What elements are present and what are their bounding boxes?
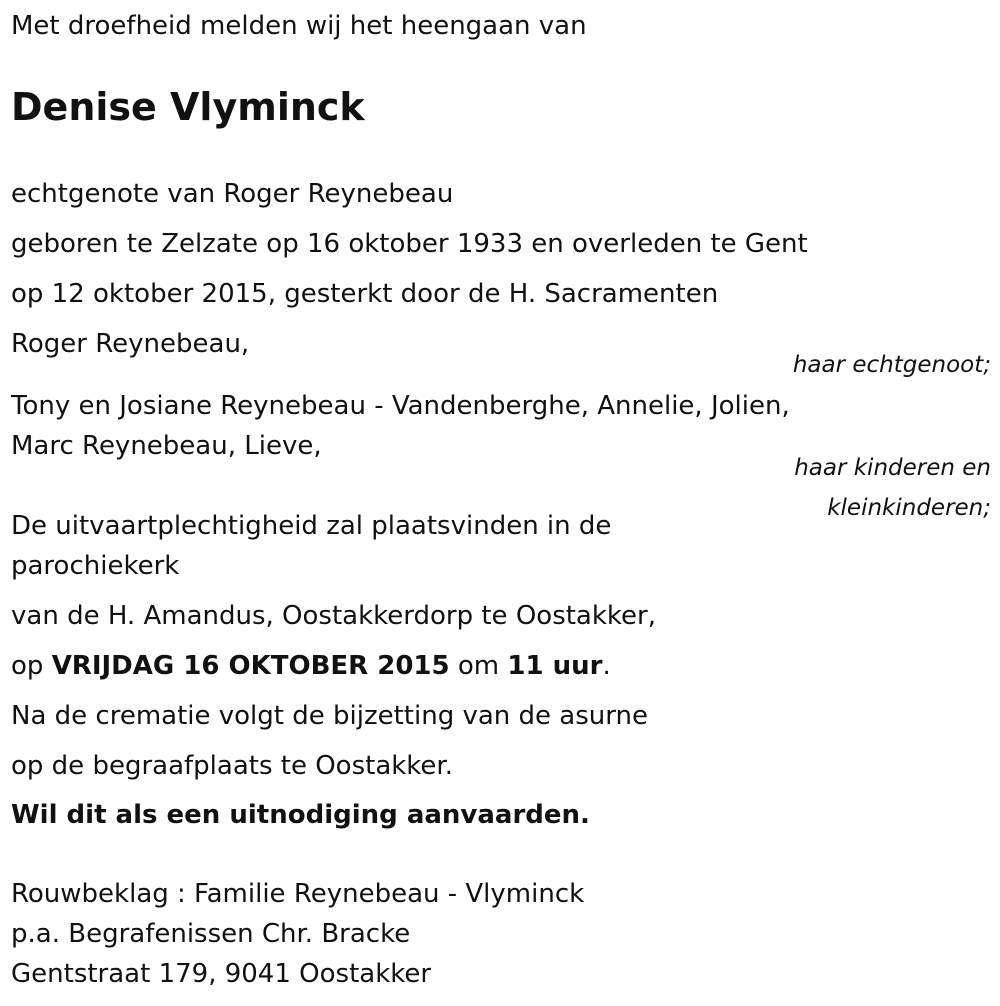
contact-line-3: Gentstraat 179, 9041 Oostakker <box>11 959 432 989</box>
funeral-date-line <box>11 653 611 679</box>
family-spouse-role: haar echtgenoot; <box>792 352 991 378</box>
time-suffix: . <box>602 651 611 681</box>
invitation-line: Wil dit als een uitnodiging aanvaarden. <box>11 800 590 830</box>
notice-intro: Met droefheid melden wij het heengaan van <box>11 11 587 41</box>
contact-line-2: p.a. Begrafenissen Chr. Bracke <box>11 919 411 949</box>
funeral-time: 11 uur <box>507 651 603 681</box>
spouse-line: echtgenote van Roger Reynebeau <box>11 179 454 209</box>
birth-line: geboren te Zelzate op 16 oktober 1933 en overleden te Gent <box>11 229 808 259</box>
family-children-role-2: kleinkinderen; <box>827 495 991 521</box>
family-children-line-2: Marc Reynebeau, Lieve, <box>11 431 322 461</box>
time-connector: om <box>449 651 508 681</box>
contact-line-1: Rouwbeklag : Familie Reynebeau - Vlyminck <box>11 879 585 909</box>
cremation-line-2: op de begraafplaats te Oostakker. <box>11 751 453 781</box>
family-children-line-1: Tony en Josiane Reynebeau - Vandenberghe, Annelie, Jolien, <box>11 391 790 421</box>
date-prefix: op <box>11 651 52 681</box>
funeral-line-2: parochiekerk <box>11 551 180 581</box>
funeral-line-3: van de H. Amandus, Oostakkerdorp te Oostakker, <box>11 601 656 631</box>
family-children-role-1: haar kinderen en <box>794 455 991 481</box>
funeral-line-1: De uitvaartplechtigheid zal plaatsvinden in de <box>11 511 612 541</box>
deceased-name: Denise Vlyminck <box>11 85 365 129</box>
family-spouse-name: Roger Reynebeau, <box>11 329 250 359</box>
death-line: op 12 oktober 2015, gesterkt door de H. Sacramenten <box>11 279 719 309</box>
funeral-date: VRIJDAG 16 OKTOBER 2015 <box>51 651 450 681</box>
cremation-line-1: Na de crematie volgt de bijzetting van de asurne <box>11 701 648 731</box>
